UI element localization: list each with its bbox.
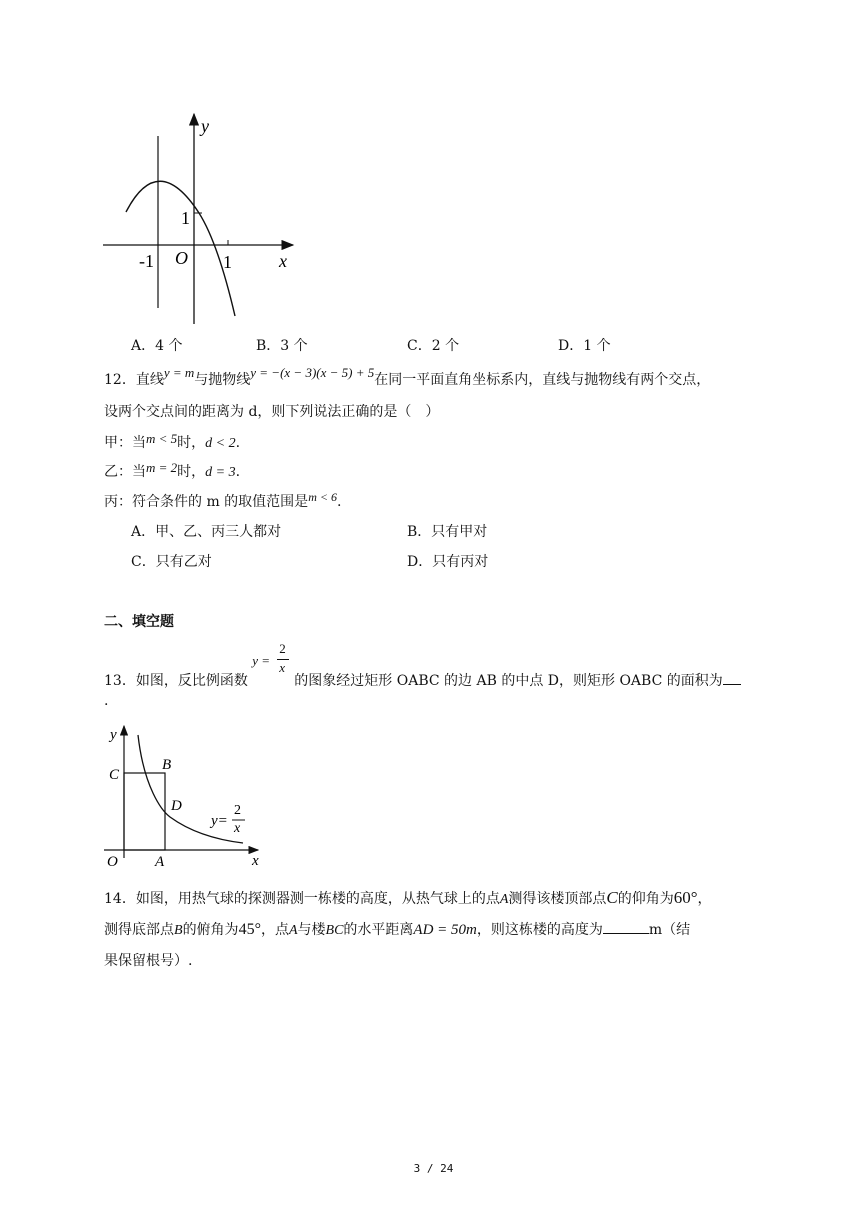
q12-option-c: C．只有乙对 xyxy=(131,554,212,570)
q12-option-a: A．甲、乙、丙三人都对 xyxy=(131,524,282,540)
q12-text-a: 与抛物线 xyxy=(194,372,251,388)
q14-point-b: B xyxy=(174,923,183,938)
yi-prefix: 乙：当 xyxy=(104,464,146,480)
origin-label: O xyxy=(107,854,118,870)
q14-text-8: 与楼 xyxy=(297,922,326,938)
q12-bing xyxy=(104,491,341,511)
jia-mid: 时， xyxy=(177,435,206,451)
jia-prefix: 甲：当 xyxy=(104,435,146,451)
q11-option-b: B．3 个 xyxy=(256,338,308,354)
q14-segment-bc: BC xyxy=(325,923,344,938)
q14-text-9: 的水平距离 xyxy=(343,922,414,938)
q14-point-a2: A xyxy=(288,923,298,938)
q14-text-7: ，点 xyxy=(260,922,289,938)
q13-function xyxy=(252,641,294,685)
q11-option-c: C．2 个 xyxy=(407,338,460,354)
q14-text-4: ， xyxy=(697,891,712,907)
q12-text-b: 在同一平面直角坐标系内，直线与抛物线有两个交点， xyxy=(374,372,711,388)
q14-text-10: ，则这栋楼的高度为 xyxy=(476,922,603,938)
jia-end: . xyxy=(235,435,241,451)
equation-denominator: x xyxy=(234,821,241,836)
q14-text-5: 测得底部点 xyxy=(104,922,174,938)
q11-option-a: A．4 个 xyxy=(131,338,183,354)
origin-label: O xyxy=(175,248,188,268)
q14-line2 xyxy=(104,919,690,939)
q14-answer-blank[interactable] xyxy=(603,933,649,934)
one-label: 1 xyxy=(181,208,190,228)
yi-result: d = 3 xyxy=(205,465,236,480)
q14-text-2: 测得该楼顶部点 xyxy=(508,891,607,907)
y-axis-label: y xyxy=(201,116,209,136)
x-label: x xyxy=(252,853,259,869)
q12-number: 12．直线 xyxy=(104,372,164,388)
q12-line2: 设两个交点间的距离为 d，则下列说法正确的是（ ） xyxy=(104,404,440,420)
jia-condition: m < 5 xyxy=(146,431,178,446)
point-c-label: C xyxy=(109,767,120,783)
rectangle-oabc xyxy=(124,773,165,850)
q14-point-a: A xyxy=(499,892,509,907)
q12-jia xyxy=(104,432,240,452)
point-a-label: A xyxy=(155,854,165,870)
q14-text-6: 的俯角为 xyxy=(182,922,239,938)
q13-func-y: y = xyxy=(252,653,271,668)
q13-period: . xyxy=(104,693,109,709)
section-heading: 二、填空题 xyxy=(104,614,174,630)
q12-option-d: D．只有丙对 xyxy=(407,554,489,570)
point-b-label: B xyxy=(162,757,172,773)
q14-text-3: 的仰角为 xyxy=(617,891,674,907)
q14-line3: 果保留根号）. xyxy=(104,953,193,969)
yi-condition: m = 2 xyxy=(146,460,178,475)
q14-angle-60: 60° xyxy=(673,888,698,907)
point-d-label: D xyxy=(171,798,182,814)
equation-y: y= xyxy=(211,813,228,829)
x-axis-label: x xyxy=(279,251,287,271)
q13-answer-blank[interactable] xyxy=(723,684,741,685)
q14-point-c: C xyxy=(606,888,618,907)
x-one-label: 1 xyxy=(223,252,232,272)
jia-result: d < 2 xyxy=(205,436,236,451)
bing-condition: m < 6 xyxy=(308,490,337,504)
q14-distance: AD = 50m xyxy=(413,922,477,938)
q12-line1 xyxy=(104,365,711,389)
yi-end: . xyxy=(235,464,241,480)
q13-func-num: 2 xyxy=(279,641,286,656)
yi-mid: 时， xyxy=(177,464,206,480)
y-label: y xyxy=(110,727,117,743)
q13-line1 xyxy=(104,641,741,690)
page-number: 3 / 24 xyxy=(413,1162,454,1175)
q12-option-b: B．只有甲对 xyxy=(407,524,488,540)
q14-angle-45: 45° xyxy=(238,921,261,938)
q13-prefix: 13．如图，反比例函数 xyxy=(104,673,248,689)
q14-line1 xyxy=(104,888,712,908)
equation-numerator: 2 xyxy=(234,803,241,818)
bing-end: . xyxy=(336,494,342,510)
q14-text-1: 14．如图，用热气球的探测器测一栋楼的高度，从热气球上的点 xyxy=(104,891,500,907)
q13-suffix: 的图象经过矩形 OABC 的边 AB 的中点 D，则矩形 OABC 的面积为 xyxy=(294,673,723,689)
q12-parabola-equation: y = −(x − 3)(x − 5) + 5 xyxy=(250,365,375,380)
q13-func-den: x xyxy=(279,660,286,675)
q11-option-d: D．1 个 xyxy=(558,338,611,354)
q14-unit: m（结 xyxy=(648,922,691,938)
q12-yi xyxy=(104,461,240,481)
bing-prefix: 丙：符合条件的 m 的取值范围是 xyxy=(104,494,309,510)
hyperbola-graph xyxy=(100,718,270,873)
neg-one-label: -1 xyxy=(139,251,154,271)
parabola-graph xyxy=(95,108,305,330)
q12-line-equation: y = m xyxy=(163,365,195,380)
